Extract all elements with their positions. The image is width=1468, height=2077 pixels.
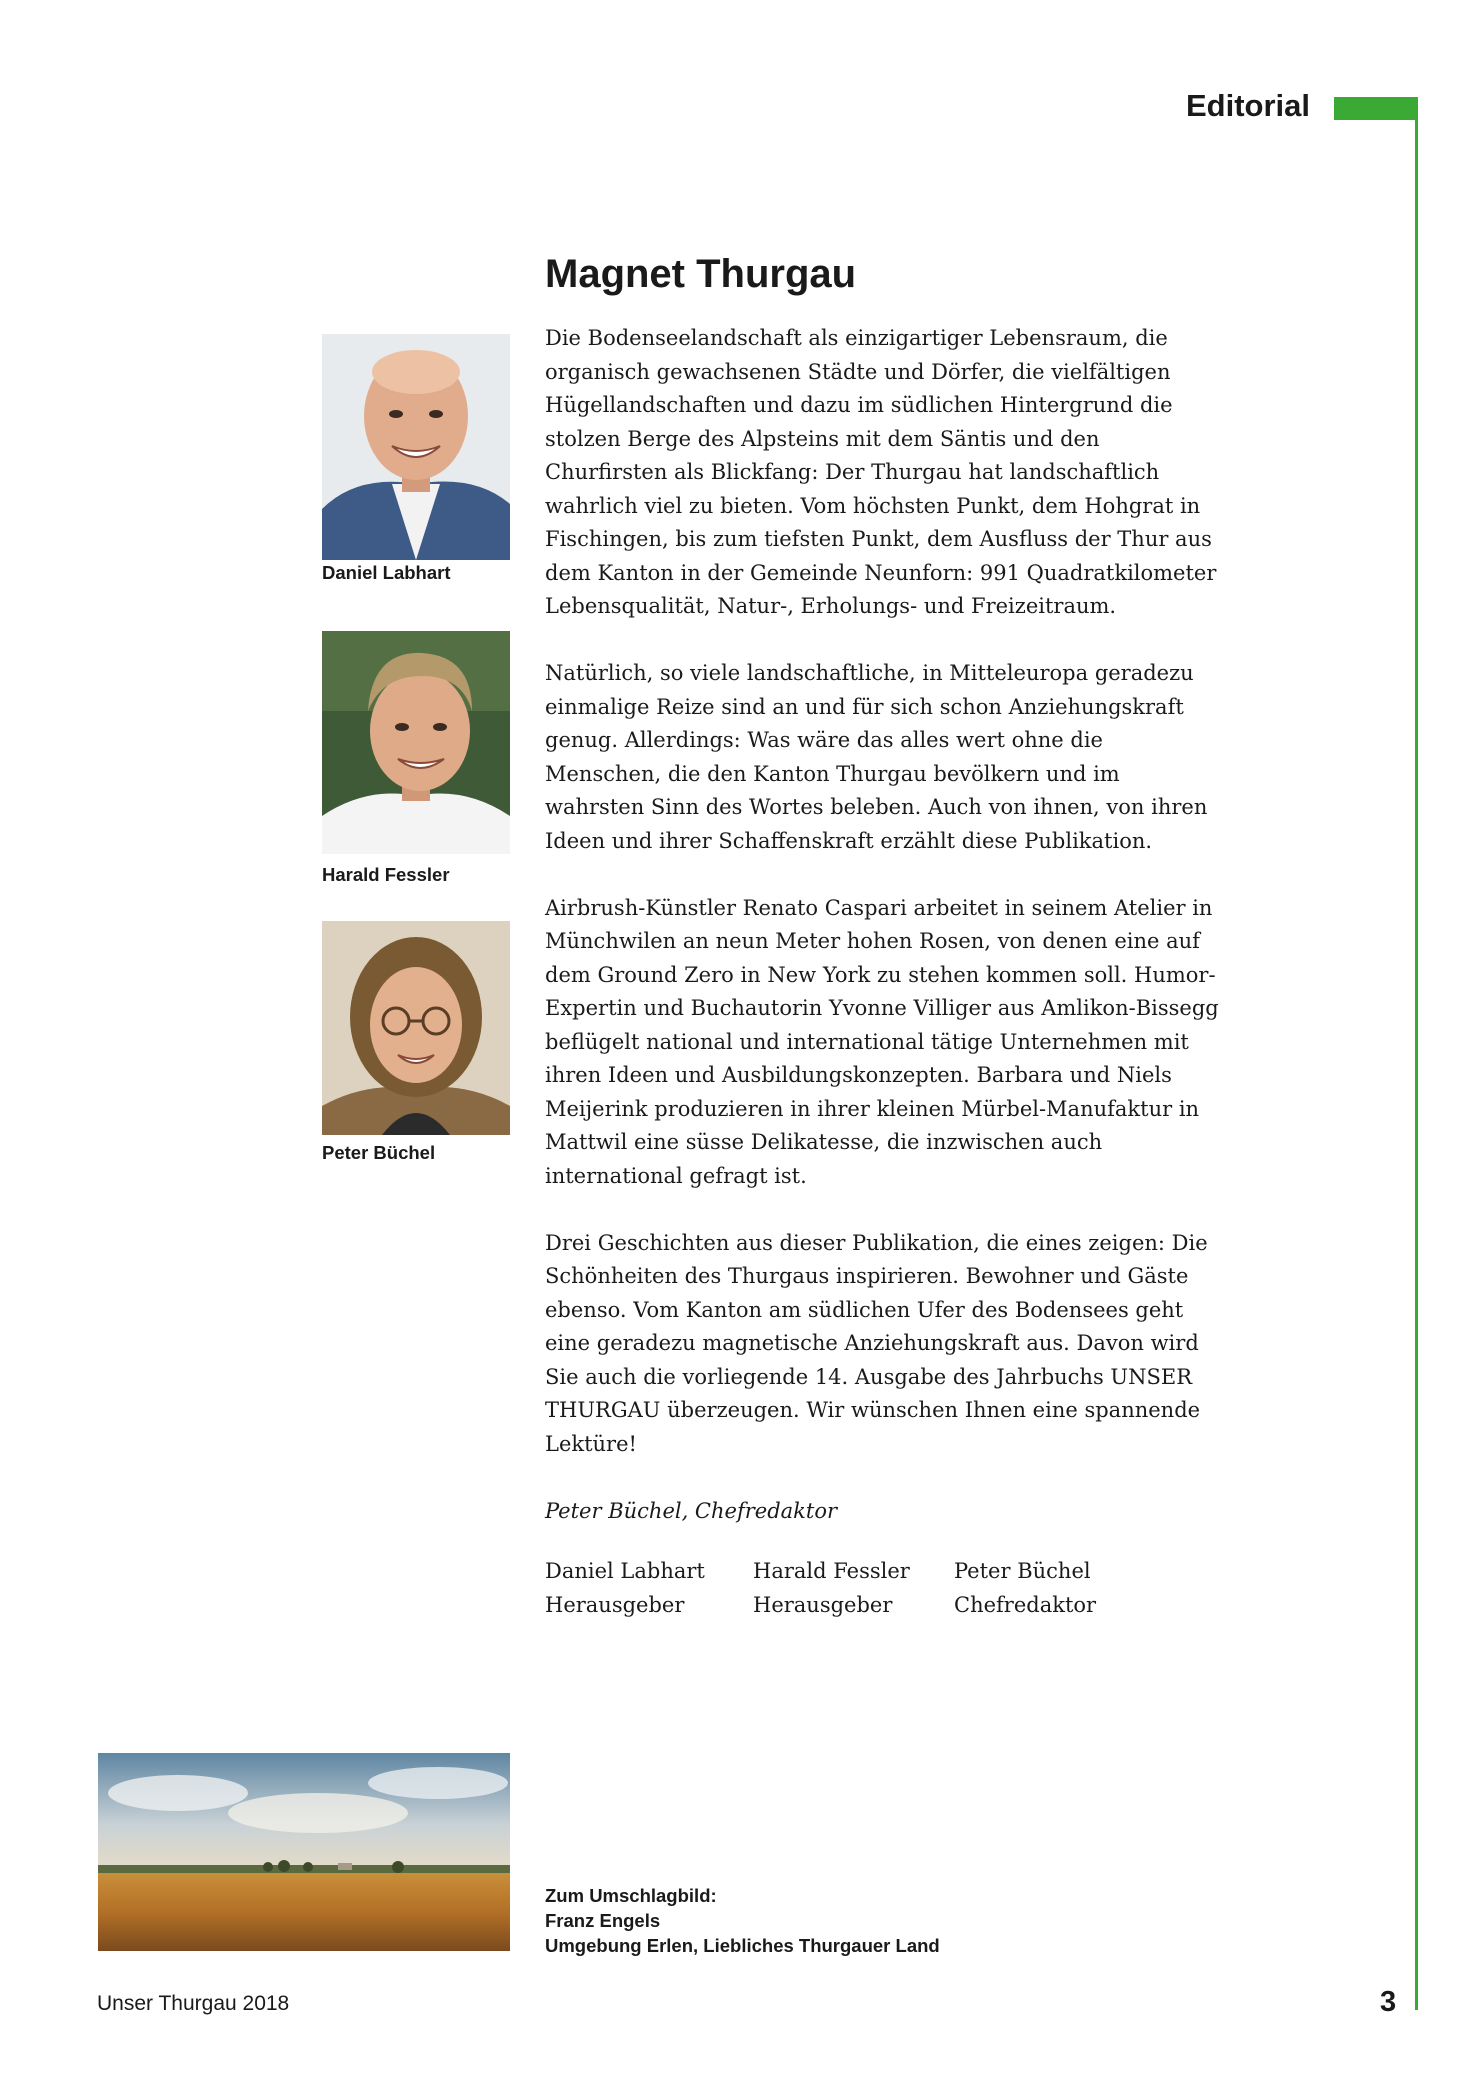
portrait-caption: Daniel Labhart xyxy=(322,562,451,583)
signature-role: Chefredaktor xyxy=(954,1592,1097,1617)
paragraph: Natürlich, so viele landschaftliche, in Mitteleuropa geradezu einmalige Reize sind an und für sich schon Anziehungskraft genug. Allerdings: Was wäre das alles wert ohne die Menschen, die den Kanton Thurgau bevölkern und im wahrsten Sinn des Wortes beleben. Auch von ihnen, von ihren Ideen und ihrer Schaffenskraft erzählt diese Publikation. xyxy=(545,661,1208,853)
paragraph: Airbrush-Künstler Renato Caspari arbeitet in seinem Atelier in Münchwilen an neun Meter hohen Rosen, von denen eine auf dem Ground Zero in New York zu stehen kommen soll. Humor-Expertin und Buchautorin Yvonne Villiger aus Amlikon-Bissegg beflügelt national und international tätige Unternehmen mit ihren Ideen und Ausbildungskonzepten. Barbara und Niels Meijerink produzieren in ihrer kleinen Mürbel-Manufaktur in Mattwil eine süsse Delikatesse, die inzwischen auch international gefragt ist. xyxy=(545,895,1219,1188)
section-label: Editorial xyxy=(1185,88,1310,123)
signoff: Peter Büchel, Chefredaktor xyxy=(545,1498,838,1523)
portrait-caption: Harald Fessler xyxy=(322,864,450,885)
cover-caption-title: Zum Umschlagbild: xyxy=(545,1885,717,1906)
portrait-daniel-labhart xyxy=(322,334,510,560)
cover-image xyxy=(98,1753,510,1951)
signature-role: Herausgeber xyxy=(545,1592,685,1617)
cover-caption-author: Franz Engels xyxy=(545,1910,661,1931)
portrait-peter-buechel xyxy=(322,921,510,1135)
paragraph: Drei Geschichten aus dieser Publikation, die eines zeigen: Die Schönheiten des Thurgaus inspirieren. Bewohner und Gäste ebenso. Vom Kanton am südlichen Ufer des Bodensees geht eine geradezu magnetische Anziehungskraft aus. Davon wird Sie auch die vorliegende 14. Ausgabe des Jahrbuchs UNSER THURGAU überzeugen. Wir wünschen Ihnen eine spannende Lektüre! xyxy=(545,1230,1208,1456)
article-body xyxy=(545,322,1220,1562)
signature-name: Peter Büchel xyxy=(954,1559,1091,1583)
section-accent-bar xyxy=(1334,97,1418,120)
signature-column xyxy=(545,1555,753,1622)
signature-column xyxy=(954,1555,1162,1622)
portrait-harald-fessler xyxy=(322,631,510,854)
signature-name: Daniel Labhart xyxy=(545,1559,705,1583)
signature-role: Herausgeber xyxy=(753,1592,893,1617)
paragraph: Die Bodenseelandschaft als einzigartiger Lebensraum, die organisch gewachsenen Städte und Dörfer, die vielfältigen Hügellandschaften und dazu im südlichen Hintergrund die stolzen Berge des Alpsteins mit dem Säntis und den Churfirsten als Blickfang: Der Thurgau hat landschaftlich wahrlich viel zu bieten. Vom höchsten Punkt, dem Hohgrat in Fischingen, bis zum tiefsten Punkt, dem Ausfluss der Thur aus dem Kanton in der Gemeinde Neunforn: 991 Quadratkilometer Lebensqualität, Natur-, Erholungs- und Freizeitraum. xyxy=(545,326,1217,618)
page-number: 3 xyxy=(1380,1986,1397,2018)
signature-block xyxy=(545,1555,1162,1622)
cover-caption xyxy=(545,1883,940,1958)
cover-caption-location: Umgebung Erlen, Liebliches Thurgauer Land xyxy=(545,1935,940,1956)
margin-rule xyxy=(1415,97,1418,2010)
article-title: Magnet Thurgau xyxy=(545,252,857,296)
footer-publication: Unser Thurgau 2018 xyxy=(97,1992,290,2015)
signature-name: Harald Fessler xyxy=(753,1559,910,1583)
signature-column xyxy=(753,1555,954,1622)
portrait-caption: Peter Büchel xyxy=(322,1142,436,1163)
